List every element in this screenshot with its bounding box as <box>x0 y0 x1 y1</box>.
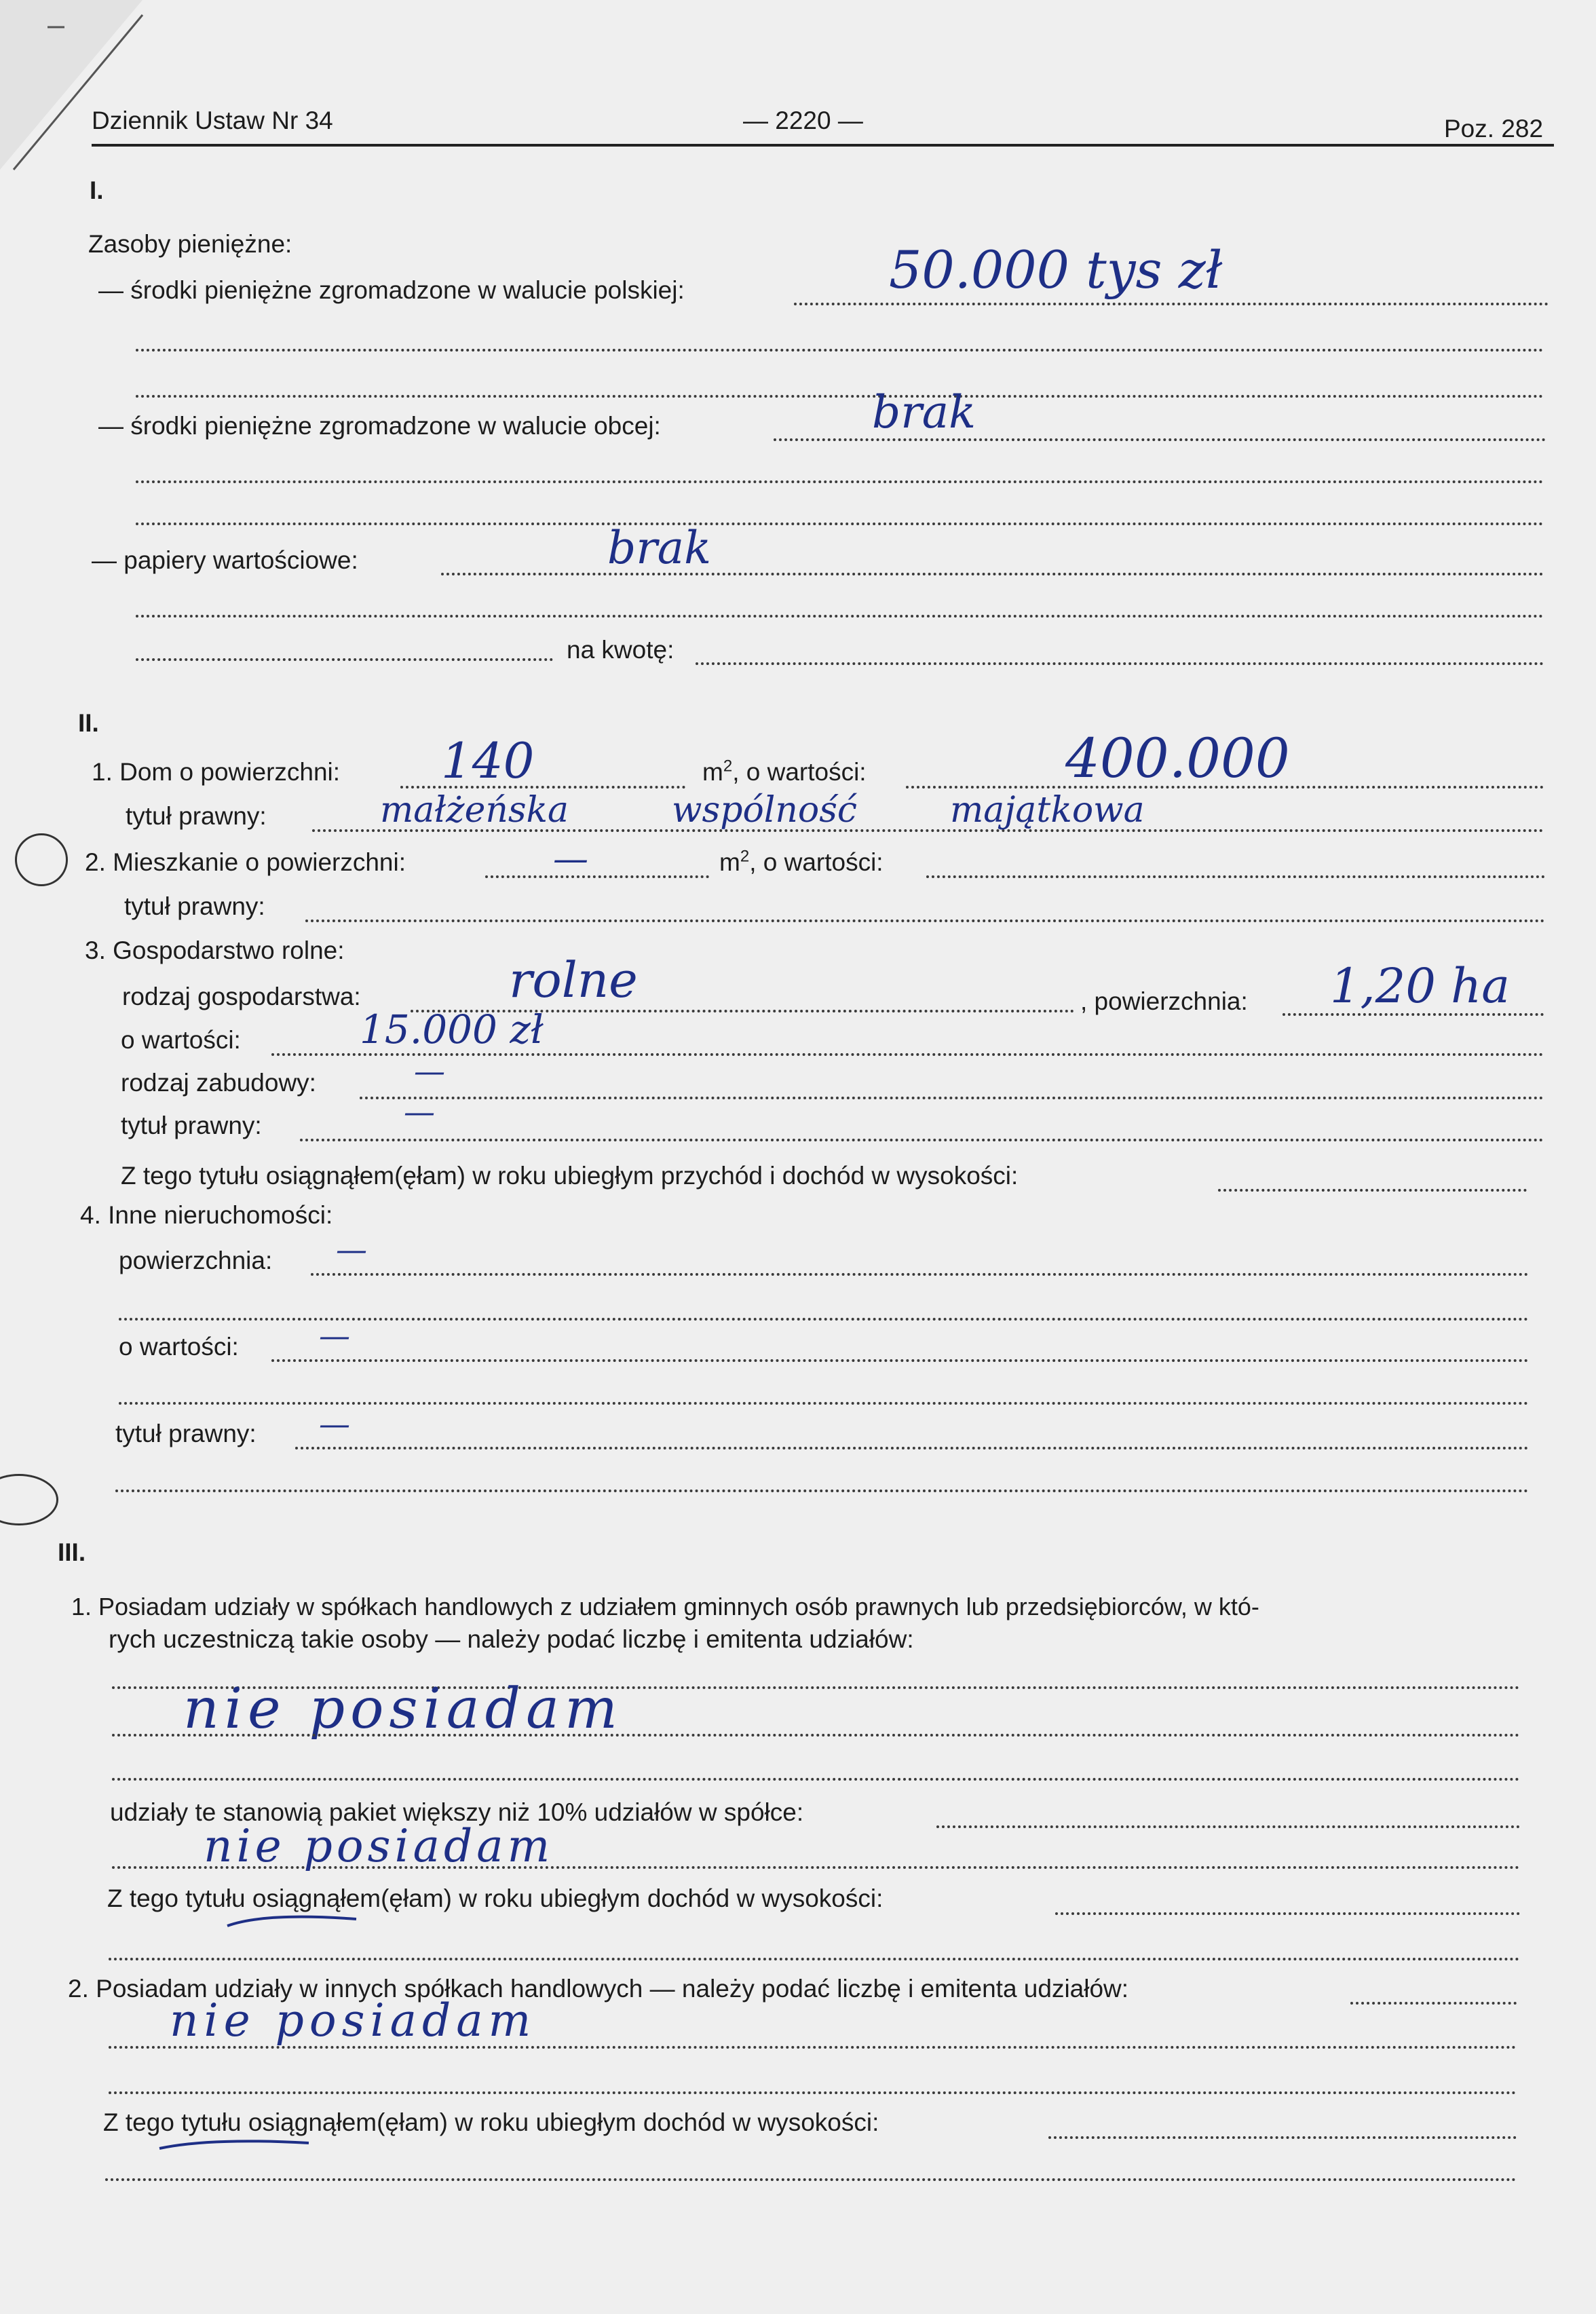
position-number: Poz. 282 <box>1444 115 1544 143</box>
shares-question-2-answer: nie posiadam <box>170 1994 537 2047</box>
house-title-word-3: majątkowa <box>950 790 1145 831</box>
farm-label: 3. Gospodarstwo rolne: <box>85 936 345 964</box>
fill-line <box>109 2091 1517 2094</box>
foreign-funds-line <box>774 438 1546 441</box>
house-value: 400.000 <box>1065 727 1290 790</box>
other-title-line <box>295 1447 1529 1449</box>
house-label: 1. Dom o powierzchni: <box>92 758 341 786</box>
house-title-word-1: małżeńska <box>380 790 569 831</box>
fill-line <box>119 1402 1529 1405</box>
fill-line <box>112 1778 1520 1781</box>
fill-line <box>109 1958 1520 1960</box>
pln-funds-label: — środki pieniężne zgromadzone w walucie polskiej: <box>98 276 685 304</box>
fill-line <box>136 395 1544 398</box>
other-title-label: tytuł prawny: <box>115 1420 256 1447</box>
section-1-heading: Zasoby pieniężne: <box>88 230 292 258</box>
punch-hole-mark <box>0 1474 58 1525</box>
shares-question-2-income-label: Z tego tytułu osiągnąłem(ęłam) w roku ubiegłym dochód w wysokości: <box>103 2108 879 2136</box>
farm-buildings-value: — <box>414 1052 445 1089</box>
house-title-word-2: wspólność <box>672 790 858 831</box>
shares-question-2-line: 2. Posiadam udziały w innych spółkach handlowych — należy podać liczbę i emitenta udziałów: <box>68 1975 1129 2003</box>
fill-line <box>136 480 1544 483</box>
shares-question-1-income-label: Z tego tytułu osiągnąłem(ęłam) w roku ubiegłym dochód w wysokości: <box>107 1884 884 1912</box>
other-area-label: powierzchnia: <box>119 1247 273 1274</box>
section-3-numeral: III. <box>58 1538 86 1566</box>
other-value-label: o wartości: <box>119 1333 239 1361</box>
fill-line <box>136 349 1544 352</box>
section-2-numeral: II. <box>78 709 99 737</box>
other-value-line <box>271 1359 1529 1362</box>
securities-label: — papiery wartościowe: <box>92 546 358 574</box>
pln-funds-line <box>794 303 1548 305</box>
amount-label: na kwotę: <box>567 636 674 664</box>
securities-line <box>441 573 1544 575</box>
page-number: — 2220 — <box>743 107 863 134</box>
farm-buildings-label: rodzaj zabudowy: <box>121 1069 316 1097</box>
other-title-value: — <box>319 1405 350 1442</box>
shares-question-1-answer: nie posiadam <box>183 1677 623 1741</box>
securities-value: brak <box>607 522 712 574</box>
flat-area-value: — <box>553 839 588 879</box>
other-value-value: — <box>319 1317 350 1354</box>
farm-title-label: tytuł prawny: <box>121 1112 262 1139</box>
farm-income-label: Z tego tytułu osiągnąłem(ęłam) w roku ubiegłym przychód i dochód w wysokości: <box>121 1162 1019 1190</box>
foreign-funds-value: brak <box>872 386 976 438</box>
foreign-funds-label: — środki pieniężne zgromadzone w walucie obcej: <box>98 412 661 440</box>
journal-title: Dziennik Ustaw Nr 34 <box>92 107 333 134</box>
flat-area-line <box>485 875 709 878</box>
pen-underline <box>224 1905 360 1933</box>
fill-line <box>136 615 1544 618</box>
farm-income-line <box>1218 1189 1527 1192</box>
fill-line <box>112 1734 1520 1737</box>
shares-pakiet-line <box>936 1825 1520 1828</box>
house-title-label: tytuł prawny: <box>126 802 267 830</box>
fill-line <box>136 523 1544 525</box>
flat-title-label: tytuł prawny: <box>124 892 265 920</box>
flat-value-line <box>926 875 1545 878</box>
section-1-numeral: I. <box>90 176 104 204</box>
farm-value: 15.000 zł <box>360 1006 544 1052</box>
pln-funds-value: 50.000 tys zł <box>889 240 1223 300</box>
shares-question-2-line-end <box>1350 2002 1517 2005</box>
other-area-line <box>311 1273 1529 1276</box>
shares-pakiet-answer: nie posiadam <box>204 1820 554 1872</box>
pen-underline <box>156 2129 312 2157</box>
house-unit-value-label: $m^2$, o wartości: <box>702 757 867 786</box>
farm-title-line <box>300 1139 1544 1141</box>
farm-value-label: o wartości: <box>121 1026 241 1054</box>
shares-pakiet-label: udziały te stanowią pakiet większy niż 10% udziałów w spółce: <box>110 1798 804 1826</box>
farm-title-value: — <box>404 1093 435 1130</box>
other-area-value: — <box>336 1231 367 1268</box>
fill-line <box>105 2178 1517 2181</box>
shares-question-2-income-line <box>1048 2136 1517 2139</box>
farm-buildings-line <box>360 1097 1544 1099</box>
farm-type-value: rolne <box>509 951 638 1008</box>
amount-line <box>696 662 1544 665</box>
house-area-value: 140 <box>441 732 535 789</box>
shares-question-1-line-1: 1. Posiadam udziały w spółkach handlowych z udziałem gminnych osób prawnych lub przedsiębiorców, w któ- <box>71 1593 1259 1620</box>
shares-question-1-line-2: rych uczestniczą takie osoby — należy podać liczbę i emitenta udziałów: <box>109 1625 914 1653</box>
punch-hole-mark <box>15 833 68 886</box>
fill-line <box>115 1490 1529 1492</box>
flat-label: 2. Mieszkanie o powierzchni: <box>85 848 406 876</box>
other-property-label: 4. Inne nieruchomości: <box>80 1201 333 1229</box>
farm-area-value: 1,20 ha <box>1330 958 1510 1014</box>
shares-question-1-income-line <box>1055 1912 1520 1915</box>
farm-value-line <box>271 1053 1544 1056</box>
header-rule <box>92 144 1554 147</box>
farm-area-label: , powierzchnia: <box>1080 987 1248 1015</box>
flat-title-line <box>305 919 1545 922</box>
fill-line <box>136 658 553 661</box>
folded-corner <box>0 0 163 176</box>
farm-type-label: rodzaj gospodarstwa: <box>122 983 361 1010</box>
flat-unit-value-label: $m^2$, o wartości: <box>719 847 884 876</box>
